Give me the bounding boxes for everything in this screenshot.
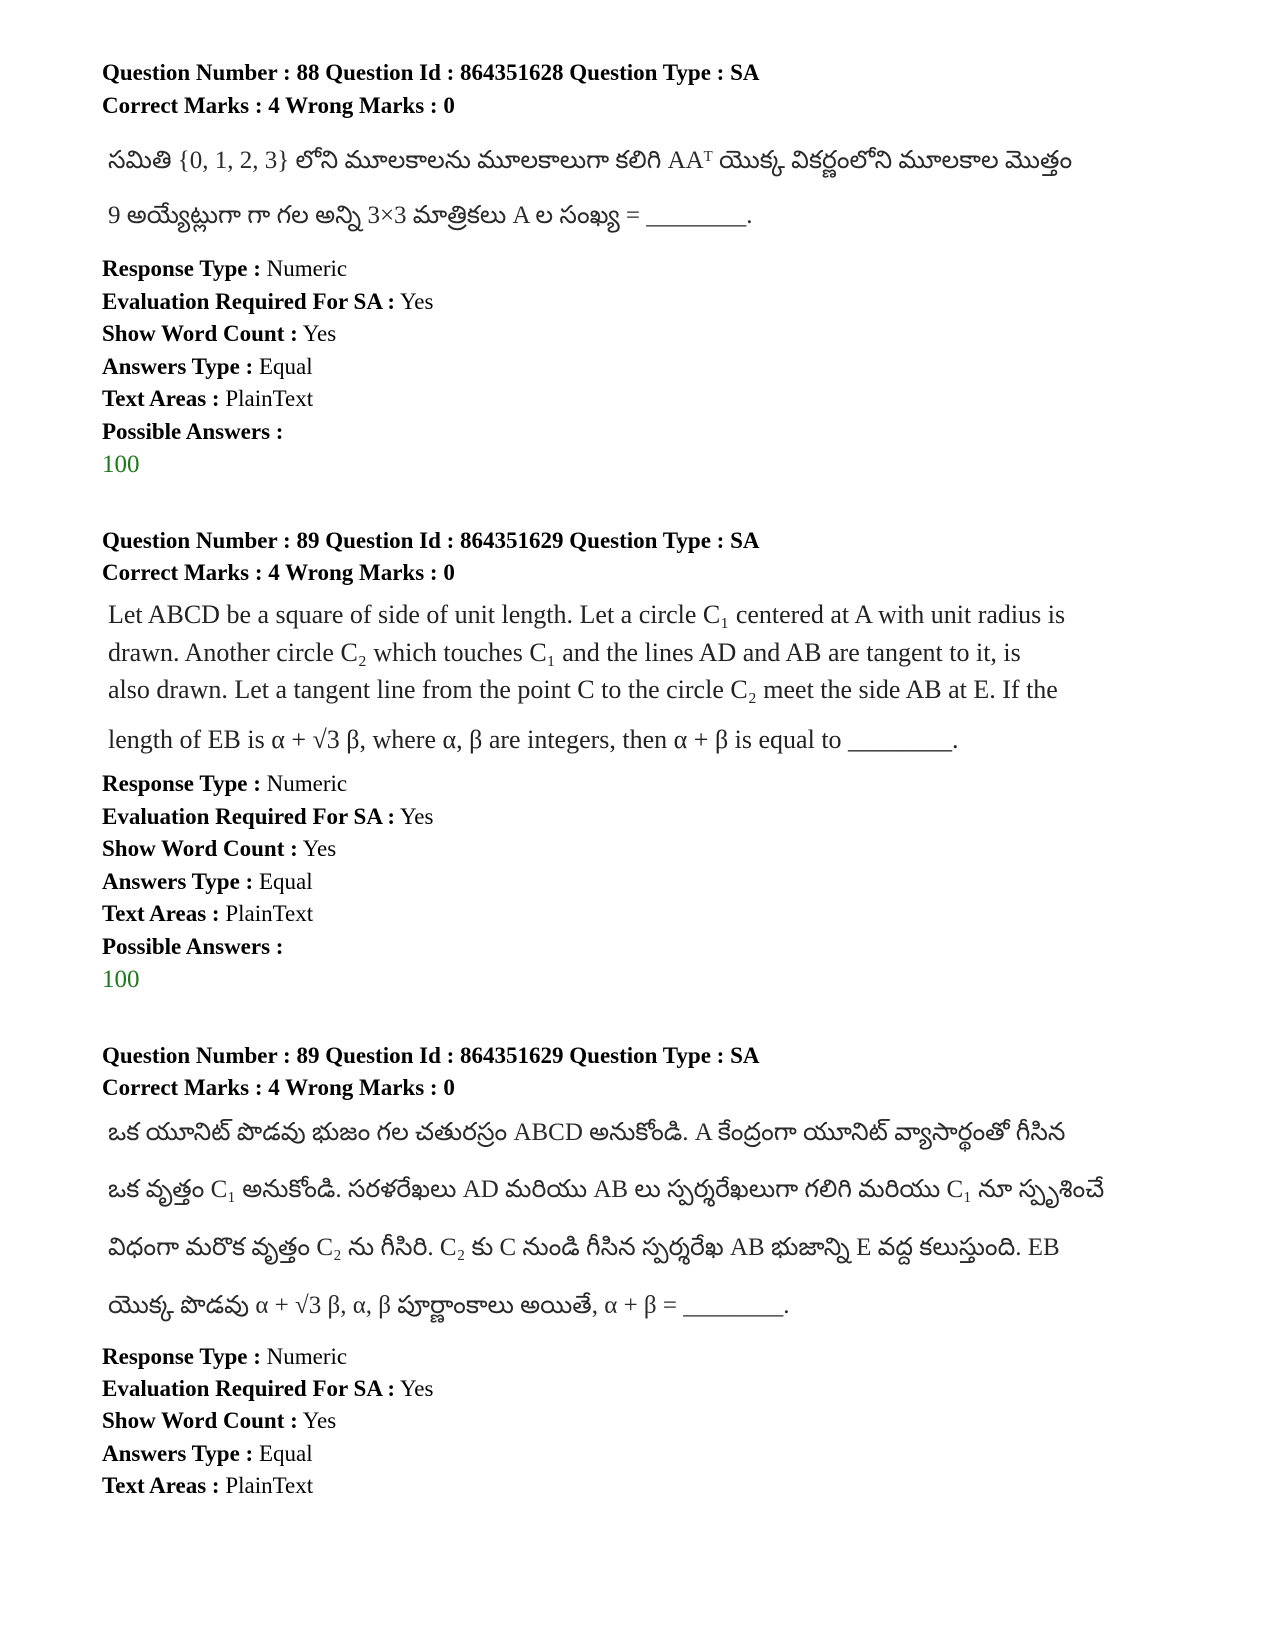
question-text-line: ఒక వృత్తం C₁ అనుకోండి. సరళరేఖలు AD మరియు AB లు స్పర్శరేఖలుగా గలిగి మరియు C₁ నూ స్పృశించే: [108, 1176, 1105, 1203]
field-possible-answers: Possible Answers :: [102, 934, 284, 959]
marks-line: Correct Marks : 4 Wrong Marks : 0: [102, 93, 455, 118]
question-text-line: drawn. Another circle C₂ which touches C₁ and the lines AD and AB are tangent to it, is: [108, 638, 1021, 667]
field-answers-type: Answers Type : Equal: [102, 1441, 313, 1466]
field-text-areas: Text Areas : PlainText: [102, 386, 314, 411]
field-response-type: Response Type : Numeric: [102, 256, 348, 281]
field-response-type: Response Type : Numeric: [102, 1344, 348, 1369]
field-response-type: Response Type : Numeric: [102, 771, 348, 796]
question-header: Question Number : 88 Question Id : 864351628 Question Type : SA: [102, 60, 760, 85]
question-header: Question Number : 89 Question Id : 864351629 Question Type : SA: [102, 528, 760, 553]
question-text-line: Let ABCD be a square of side of unit length. Let a circle C₁ centered at A with unit radius is: [108, 600, 1066, 629]
possible-answer-value: 100: [102, 451, 140, 478]
question-text-line: యొక్క పొడవు α + √3 β, α, β పూర్ణాంకాలు అయితే, α + β = ________.: [108, 1292, 790, 1319]
question-text-line: ఒక యూనిట్ పొడవు భుజం గల చతురస్రం ABCD అనుకోండి. A కేంద్రంగా యూనిట్ వ్యాసార్థంతో గీసిన: [108, 1119, 1066, 1146]
field-show-word-count: Show Word Count : Yes: [102, 836, 337, 861]
marks-line: Correct Marks : 4 Wrong Marks : 0: [102, 1075, 455, 1100]
question-text-line: also drawn. Let a tangent line from the point C to the circle C₂ meet the side AB at E. If the: [108, 675, 1058, 704]
field-show-word-count: Show Word Count : Yes: [102, 321, 337, 346]
question-text-line: 9 అయ్యేట్లుగా గా గల అన్ని 3×3 మాత్రికలు A ల సంఖ్య = ________.: [108, 202, 753, 229]
field-answers-type: Answers Type : Equal: [102, 869, 313, 894]
field-text-areas: Text Areas : PlainText: [102, 901, 314, 926]
field-possible-answers: Possible Answers :: [102, 419, 284, 444]
field-evaluation-required: Evaluation Required For SA : Yes: [102, 1376, 434, 1401]
field-answers-type: Answers Type : Equal: [102, 354, 313, 379]
field-evaluation-required: Evaluation Required For SA : Yes: [102, 804, 434, 829]
question-text-line: విధంగా మరొక వృత్తం C₂ ను గీసిరి. C₂ కు C నుండి గీసిన స్పర్శరేఖ AB భుజాన్ని E వద్ద కలుస్తుంది. EB: [108, 1234, 1060, 1261]
question-text-line: సమితి {0, 1, 2, 3} లోని మూలకాలను మూలకాలుగా కలిగి AAᵀ యొక్క వికర్ణంలోని మూలకాల మొత్తం: [108, 147, 1073, 174]
possible-answer-value: 100: [102, 966, 140, 993]
marks-line: Correct Marks : 4 Wrong Marks : 0: [102, 560, 455, 585]
field-evaluation-required: Evaluation Required For SA : Yes: [102, 289, 434, 314]
field-text-areas: Text Areas : PlainText: [102, 1473, 314, 1498]
field-show-word-count: Show Word Count : Yes: [102, 1408, 337, 1433]
question-header: Question Number : 89 Question Id : 864351629 Question Type : SA: [102, 1043, 760, 1068]
question-text-line: length of EB is α + √3 β, where α, β are integers, then α + β is equal to ________.: [108, 725, 959, 754]
